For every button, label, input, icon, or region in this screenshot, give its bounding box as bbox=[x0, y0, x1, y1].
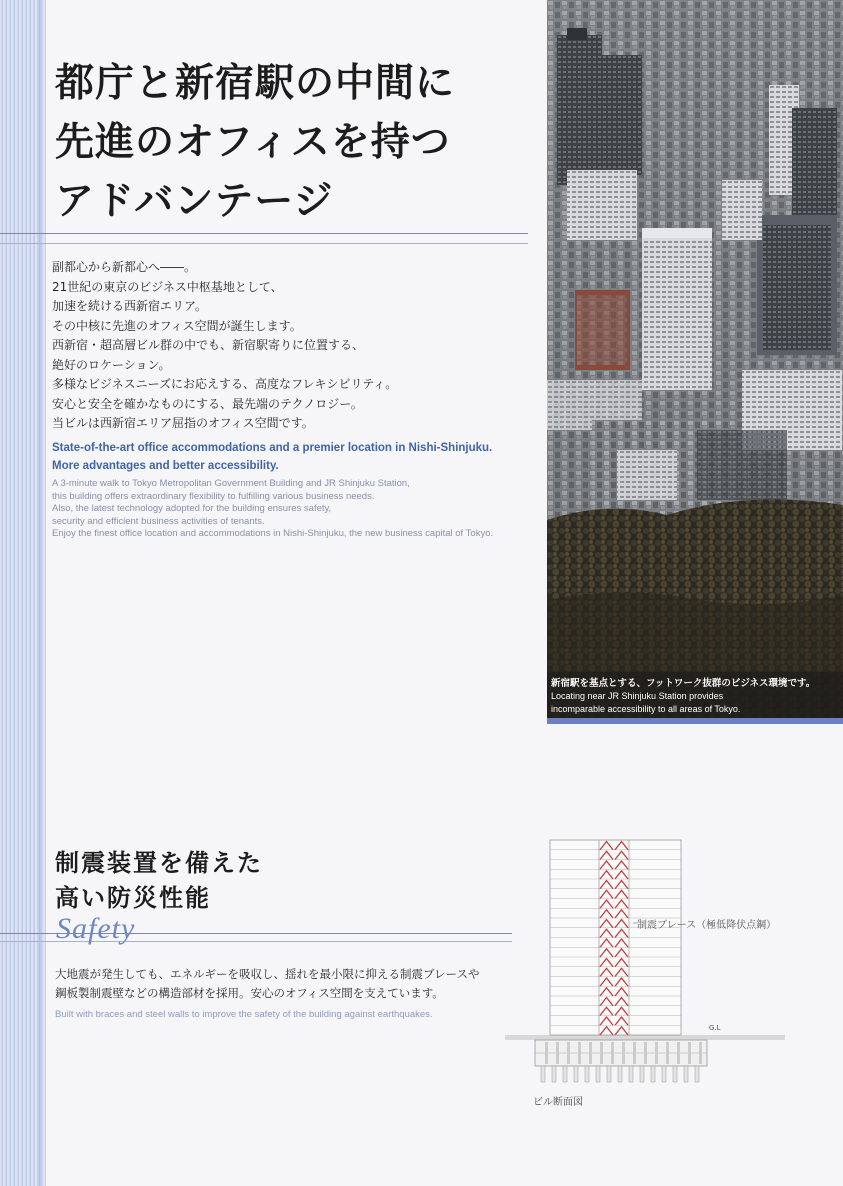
photo-caption bbox=[551, 677, 841, 716]
intro-en-line: this building offers extraordinary flexibility to fulfilling various business needs. bbox=[52, 490, 375, 502]
intro-jp-line: 副都心から新都心へ――。 bbox=[52, 260, 197, 274]
safety-heading-line: 制震装置を備えた bbox=[55, 848, 263, 877]
photo-caption-jp: 新宿駅を基点とする、フットワーク抜群のビジネス環境です。 bbox=[551, 678, 816, 689]
aerial-photo-illustration bbox=[547, 0, 843, 718]
intro-en-heading-line: More advantages and better accessibility. bbox=[52, 460, 279, 472]
intro-en-line: security and efficient business activities of tenants. bbox=[52, 515, 265, 527]
basement-column bbox=[688, 1042, 691, 1064]
foundation-pile bbox=[563, 1066, 567, 1082]
intro-en-line: Also, the latest technology adopted for the building ensures safety, bbox=[52, 503, 332, 514]
basement-columns bbox=[545, 1042, 702, 1064]
foundation-pile bbox=[574, 1066, 578, 1082]
basement-column bbox=[556, 1042, 559, 1064]
safety-jp-line: 大地震が発生しても、エネルギーを吸収し、揺れを最小限に抑える制震ブレースや bbox=[55, 967, 480, 981]
photo-caption-en-line: incomparable accessibility to all areas of Tokyo. bbox=[551, 704, 741, 714]
foundation-pile bbox=[684, 1066, 688, 1082]
foundation-pile bbox=[607, 1066, 611, 1082]
safety-japanese-text bbox=[55, 965, 525, 1003]
ground-level-label: G.L bbox=[709, 1024, 721, 1032]
foundation-pile bbox=[552, 1066, 556, 1082]
intro-jp-line: 多様なビジネスニーズにお応えする、高度なフレキシビリティ。 bbox=[52, 377, 398, 391]
headline-divider-2 bbox=[0, 243, 528, 244]
basement-column bbox=[611, 1042, 614, 1064]
foundation-pile bbox=[673, 1066, 677, 1082]
foundation-pile bbox=[541, 1066, 545, 1082]
basement-column bbox=[589, 1042, 592, 1064]
foundation-pile bbox=[585, 1066, 589, 1082]
headline-divider bbox=[0, 233, 528, 234]
foundation-pile bbox=[629, 1066, 633, 1082]
foundation-pile bbox=[618, 1066, 622, 1082]
basement-column bbox=[567, 1042, 570, 1064]
safety-heading bbox=[55, 845, 355, 915]
foundation-pile bbox=[640, 1066, 644, 1082]
intro-japanese-text bbox=[52, 258, 532, 434]
foundation-pile bbox=[695, 1066, 699, 1082]
foundation-pile bbox=[651, 1066, 655, 1082]
headline-line: 都庁と新宿駅の中間に bbox=[55, 60, 456, 106]
basement-column bbox=[655, 1042, 658, 1064]
intro-jp-line: 加速を続ける西新宿エリア。 bbox=[52, 299, 208, 313]
basement-column bbox=[578, 1042, 581, 1064]
intro-jp-line: 当ビルは西新宿エリア屈指のオフィス空間です。 bbox=[52, 416, 314, 430]
headline-line: 先進のオフィスを持つ bbox=[55, 119, 451, 165]
foundation-pile bbox=[596, 1066, 600, 1082]
basement-column bbox=[622, 1042, 625, 1064]
headline-line: アドバンテージ bbox=[55, 178, 334, 224]
basement-column bbox=[644, 1042, 647, 1064]
intro-en-line: Enjoy the finest office location and accommodations in Nishi-Shinjuku, the new business capital of Tokyo. bbox=[52, 528, 494, 539]
basement-column bbox=[699, 1042, 702, 1064]
foundation-pile bbox=[662, 1066, 666, 1082]
brace-label: 制震ブレース（極低降伏点鋼） bbox=[637, 920, 777, 931]
basement-column bbox=[677, 1042, 680, 1064]
foundation-piles bbox=[541, 1066, 699, 1082]
intro-jp-line: 安心と安全を確かなものにする、最先端のテクノロジー。 bbox=[52, 396, 363, 411]
left-stripe-border bbox=[0, 0, 46, 1186]
intro-jp-line: その中核に先進のオフィス空間が誕生します。 bbox=[52, 318, 302, 333]
safety-heading-line: 高い防災性能 bbox=[55, 883, 211, 912]
page-headline bbox=[55, 54, 535, 231]
intro-en-heading-line: State-of-the-art office accommodations and a premier location in Nishi-Shinjuku. bbox=[52, 442, 493, 454]
intro-jp-line: 21世紀の東京のビジネス中枢基地として、 bbox=[52, 279, 283, 294]
building-floors bbox=[550, 840, 681, 1035]
intro-jp-line: 西新宿・超高層ビル群の中でも、新宿駅寄りに位置する、 bbox=[52, 338, 365, 352]
safety-english-text: Built with braces and steel walls to improve the safety of the building against earthquakes. bbox=[55, 1009, 433, 1020]
intro-english-heading bbox=[52, 439, 532, 475]
intro-en-line: A 3-minute walk to Tokyo Metropolitan Government Building and JR Shinjuku Station, bbox=[52, 478, 410, 489]
photo-caption-en-line: Locating near JR Shinjuku Station provides bbox=[551, 691, 724, 701]
intro-english-body bbox=[52, 478, 537, 541]
basement-column bbox=[545, 1042, 548, 1064]
aerial-city-photo bbox=[547, 0, 843, 724]
basement-column bbox=[666, 1042, 669, 1064]
basement-column bbox=[600, 1042, 603, 1064]
safety-word: Safety bbox=[56, 912, 136, 945]
building-section-diagram bbox=[505, 835, 785, 1115]
safety-jp-line: 鋼板製制震壁などの構造部材を採用。安心のオフィス空間を支えています。 bbox=[55, 986, 444, 1000]
intro-jp-line: 絶好のロケーション。 bbox=[52, 357, 171, 372]
basement-column bbox=[633, 1042, 636, 1064]
diagram-caption: ビル断面図 bbox=[533, 1097, 583, 1108]
